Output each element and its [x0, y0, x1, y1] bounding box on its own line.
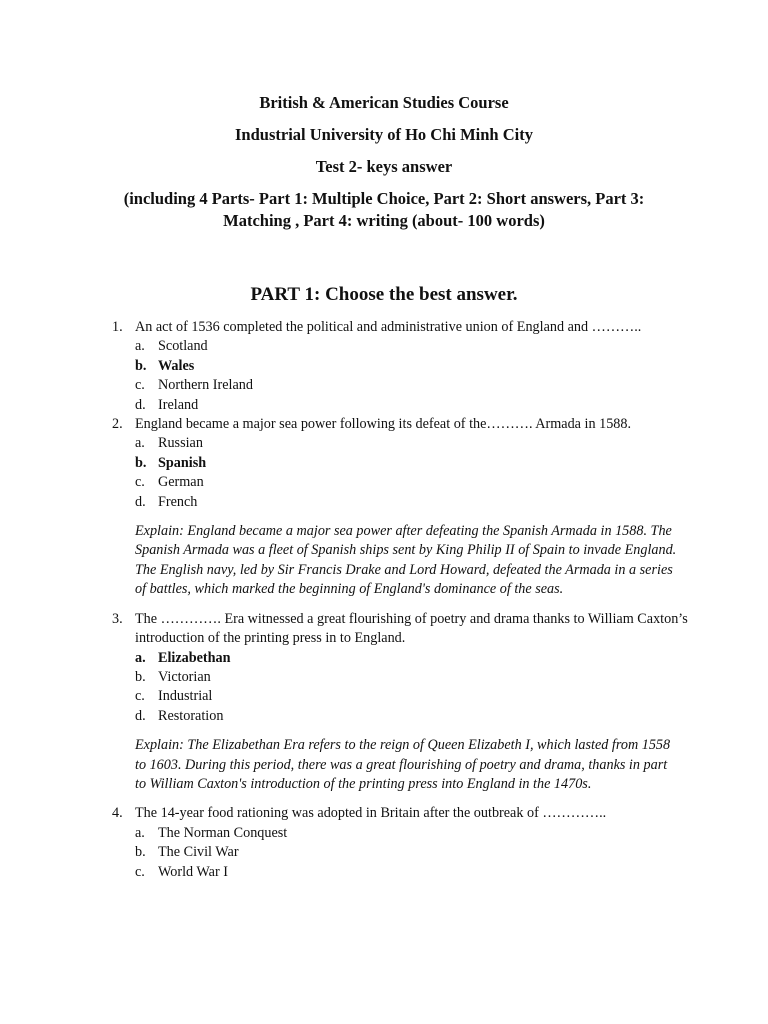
question-2	[112, 415, 692, 434]
part1-title: PART 1: Choose the best answer.	[250, 284, 518, 305]
question-number: 1.	[112, 319, 123, 335]
parts-note: (including 4 Parts- Part 1: Multiple Choice, Part 2: Short answers, Part 3: Matching , Part 4: writing (about- 100 words)	[123, 189, 645, 230]
university-name: Industrial University of Ho Chi Minh City	[235, 125, 533, 144]
option-text: Russian	[158, 435, 203, 452]
option-letter: a.	[135, 338, 145, 355]
option-letter: b.	[135, 357, 147, 374]
option-text: Elizabethan	[158, 649, 231, 666]
option-text: The Civil War	[158, 844, 239, 861]
option-correct	[135, 357, 692, 376]
option-text: Industrial	[158, 688, 213, 705]
option-text: Scotland	[158, 338, 208, 355]
document-header	[0, 92, 768, 232]
option-text: Wales	[158, 357, 195, 374]
option	[135, 396, 692, 415]
question-3	[112, 610, 692, 649]
test-title: Test 2- keys answer	[315, 157, 453, 176]
option	[135, 434, 692, 453]
option-letter: d.	[135, 707, 146, 724]
option-letter: a.	[135, 649, 146, 666]
option-letter: b.	[135, 668, 146, 685]
option-letter: c.	[135, 863, 145, 880]
explanation: Explain: England became a major sea power after defeating the Spanish Armada in 1588. The Spanish Armada was a fleet of Spanish ships sent by King Philip II of Spain to invade England. The English navy, led by Sir Francis Drake and Lord Howard, defeated the Armada in a series of battles, which marked the beginning of England's dominance of the seas.	[135, 523, 677, 598]
option-letter: b.	[135, 454, 147, 471]
option-letter: c.	[135, 377, 145, 394]
option-letter: d.	[135, 493, 146, 510]
option-letter: a.	[135, 435, 145, 452]
question-4	[112, 804, 692, 823]
option-letter: b.	[135, 844, 146, 861]
option-letter: d.	[135, 396, 146, 413]
question-number: 4.	[112, 805, 123, 822]
option-letter: c.	[135, 688, 145, 705]
option-correct	[135, 454, 692, 473]
option-text: World War I	[158, 863, 228, 880]
question-text: An act of 1536 completed the political and administrative union of England and ………..	[135, 319, 642, 335]
option-letter: a.	[135, 824, 145, 841]
question-text: The …………. Era witnessed a great flourishing of poetry and drama thanks to William Caxton’s introduction of the printing press in to England.	[135, 610, 688, 647]
option-text: Victorian	[158, 668, 211, 685]
question-1	[112, 318, 692, 337]
course-title: British & American Studies Course	[259, 93, 509, 112]
option	[135, 707, 692, 726]
option-text: Restoration	[158, 707, 224, 724]
explanation: Explain: The Elizabethan Era refers to the reign of Queen Elizabeth I, which lasted from 1558 to 1603. During this period, there was a great flourishing of poetry and drama, thanks in part to William Caxton's introduction of the printing press into England in the 1470s.	[135, 737, 671, 792]
option-correct	[135, 649, 692, 668]
question-list	[112, 318, 692, 882]
option-text: The Norman Conquest	[158, 824, 288, 841]
option	[135, 687, 692, 706]
option-text: Spanish	[158, 454, 207, 471]
option	[135, 824, 692, 843]
question-number: 3.	[112, 610, 123, 627]
option	[135, 337, 692, 356]
option	[135, 376, 692, 395]
question-text: England became a major sea power following its defeat of the………. Armada in 1588.	[135, 416, 632, 433]
option-text: German	[158, 474, 204, 491]
option-letter: c.	[135, 474, 145, 491]
option	[135, 493, 692, 512]
option	[135, 668, 692, 687]
question-number: 2.	[112, 416, 123, 433]
question-text: The 14-year food rationing was adopted in Britain after the outbreak of …………..	[135, 805, 607, 822]
option-text: Ireland	[158, 396, 199, 413]
option	[135, 843, 692, 862]
option-text: French	[158, 493, 198, 510]
option	[135, 863, 692, 882]
option	[135, 473, 692, 492]
option-text: Northern Ireland	[158, 377, 253, 394]
